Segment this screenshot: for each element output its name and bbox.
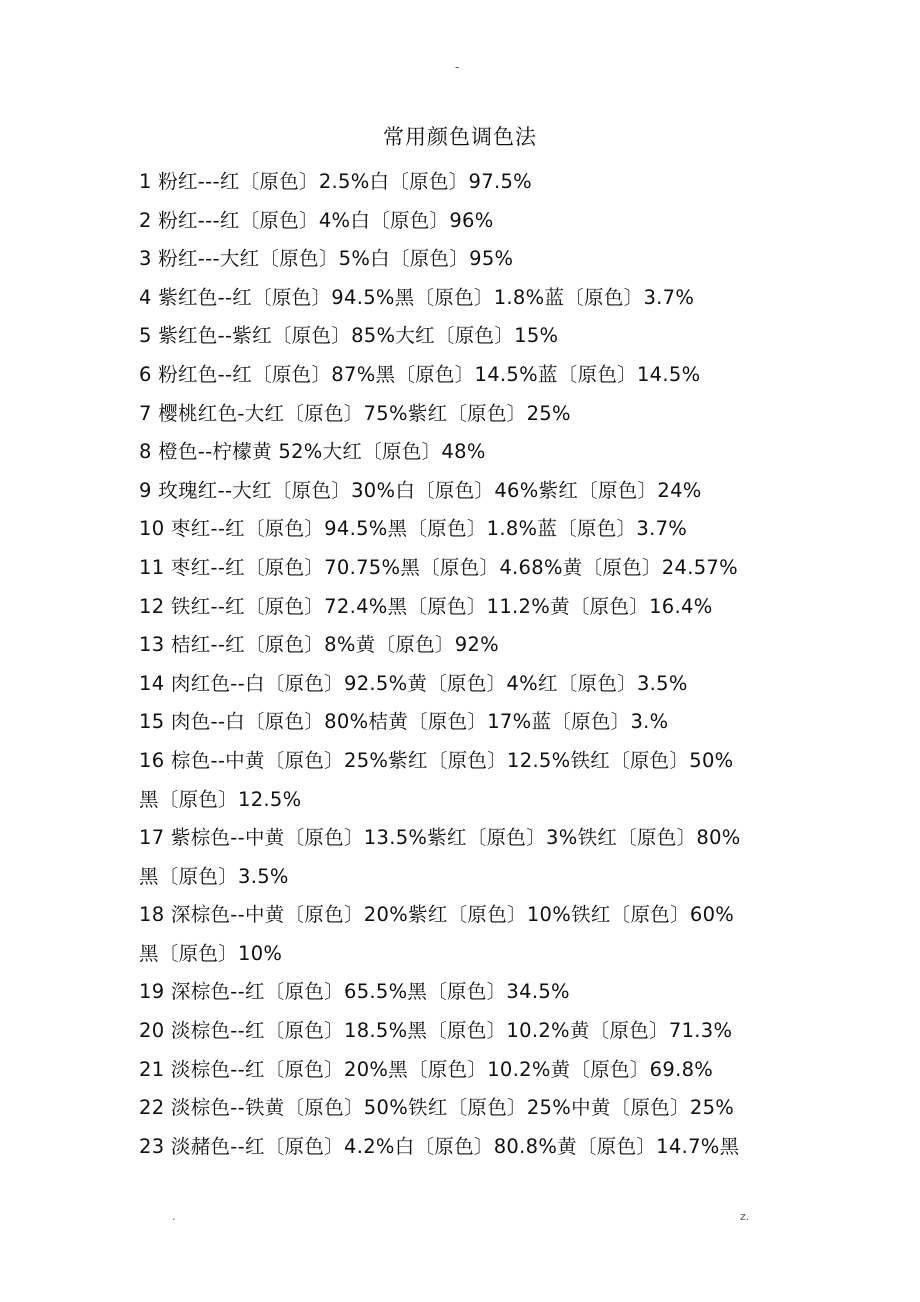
list-item: 22 淡棕色--铁黄〔原色〕50%铁红〔原色〕25%中黄〔原色〕25% bbox=[139, 1096, 735, 1120]
list-item: 黑〔原色〕3.5% bbox=[139, 864, 289, 888]
list-item: 3 粉红---大红〔原色〕5%白〔原色〕95% bbox=[139, 247, 514, 271]
list-item: 1 粉红---红〔原色〕2.5%白〔原色〕97.5% bbox=[139, 170, 533, 193]
list-item: 15 肉色--白〔原色〕80%桔黄〔原色〕17%蓝〔原色〕3.% bbox=[139, 710, 669, 734]
list-item: 4 紫红色--红〔原色〕94.5%黑〔原色〕1.8%蓝〔原色〕3.7% bbox=[139, 285, 695, 309]
list-item: 13 桔红--红〔原色〕8%黄〔原色〕92% bbox=[139, 633, 499, 657]
list-item: 12 铁红--红〔原色〕72.4%黑〔原色〕11.2%黄〔原色〕16.4% bbox=[139, 594, 713, 618]
list-item: 16 棕色--中黄〔原色〕25%紫红〔原色〕12.5%铁红〔原色〕50% bbox=[139, 748, 734, 772]
list-item: 8 橙色--柠檬黄 52%大红〔原色〕48% bbox=[139, 440, 486, 464]
list-item: 黑〔原色〕10% bbox=[139, 941, 283, 965]
list-item: 11 枣红--红〔原色〕70.75%黑〔原色〕4.68%黄〔原色〕24.57% bbox=[139, 555, 738, 579]
list-item: 9 玫瑰红--大红〔原色〕30%白〔原色〕46%紫红〔原色〕24% bbox=[139, 478, 702, 502]
list-item: 21 淡棕色--红〔原色〕20%黑〔原色〕10.2%黄〔原色〕69.8% bbox=[139, 1057, 714, 1081]
list-item: 5 紫红色--紫红〔原色〕85%大红〔原色〕15% bbox=[139, 324, 559, 348]
footer-mark-left: . bbox=[172, 1210, 176, 1223]
list-item: 6 粉红色--红〔原色〕87%黑〔原色〕14.5%蓝〔原色〕14.5% bbox=[139, 362, 701, 386]
list-item: 17 紫棕色--中黄〔原色〕13.5%紫红〔原色〕3%铁红〔原色〕80% bbox=[139, 826, 741, 850]
color-recipe-list bbox=[139, 163, 799, 1166]
list-item: 14 肉红色--白〔原色〕92.5%黄〔原色〕4%红〔原色〕3.5% bbox=[139, 671, 688, 695]
list-item: 20 淡棕色--红〔原色〕18.5%黑〔原色〕10.2%黄〔原色〕71.3% bbox=[139, 1019, 733, 1043]
list-item: 10 枣红--红〔原色〕94.5%黑〔原色〕1.8%蓝〔原色〕3.7% bbox=[139, 517, 688, 541]
list-item: 2 粉红---红〔原色〕4%白〔原色〕96% bbox=[139, 208, 494, 232]
list-item: 19 深棕色--红〔原色〕65.5%黑〔原色〕34.5% bbox=[139, 980, 570, 1004]
list-item: 7 樱桃红色-大红〔原色〕75%紫红〔原色〕25% bbox=[139, 401, 571, 425]
list-item: 23 淡赭色--红〔原色〕4.2%白〔原色〕80.8%黄〔原色〕14.7%黑 bbox=[139, 1134, 740, 1158]
footer-mark-right: z. bbox=[740, 1210, 750, 1223]
page-title: 常用颜色调色法 bbox=[383, 125, 537, 149]
list-item: 18 深棕色--中黄〔原色〕20%紫红〔原色〕10%铁红〔原色〕60% bbox=[139, 903, 735, 927]
header-mark: - bbox=[455, 60, 460, 74]
list-item: 黑〔原色〕12.5% bbox=[139, 787, 302, 811]
